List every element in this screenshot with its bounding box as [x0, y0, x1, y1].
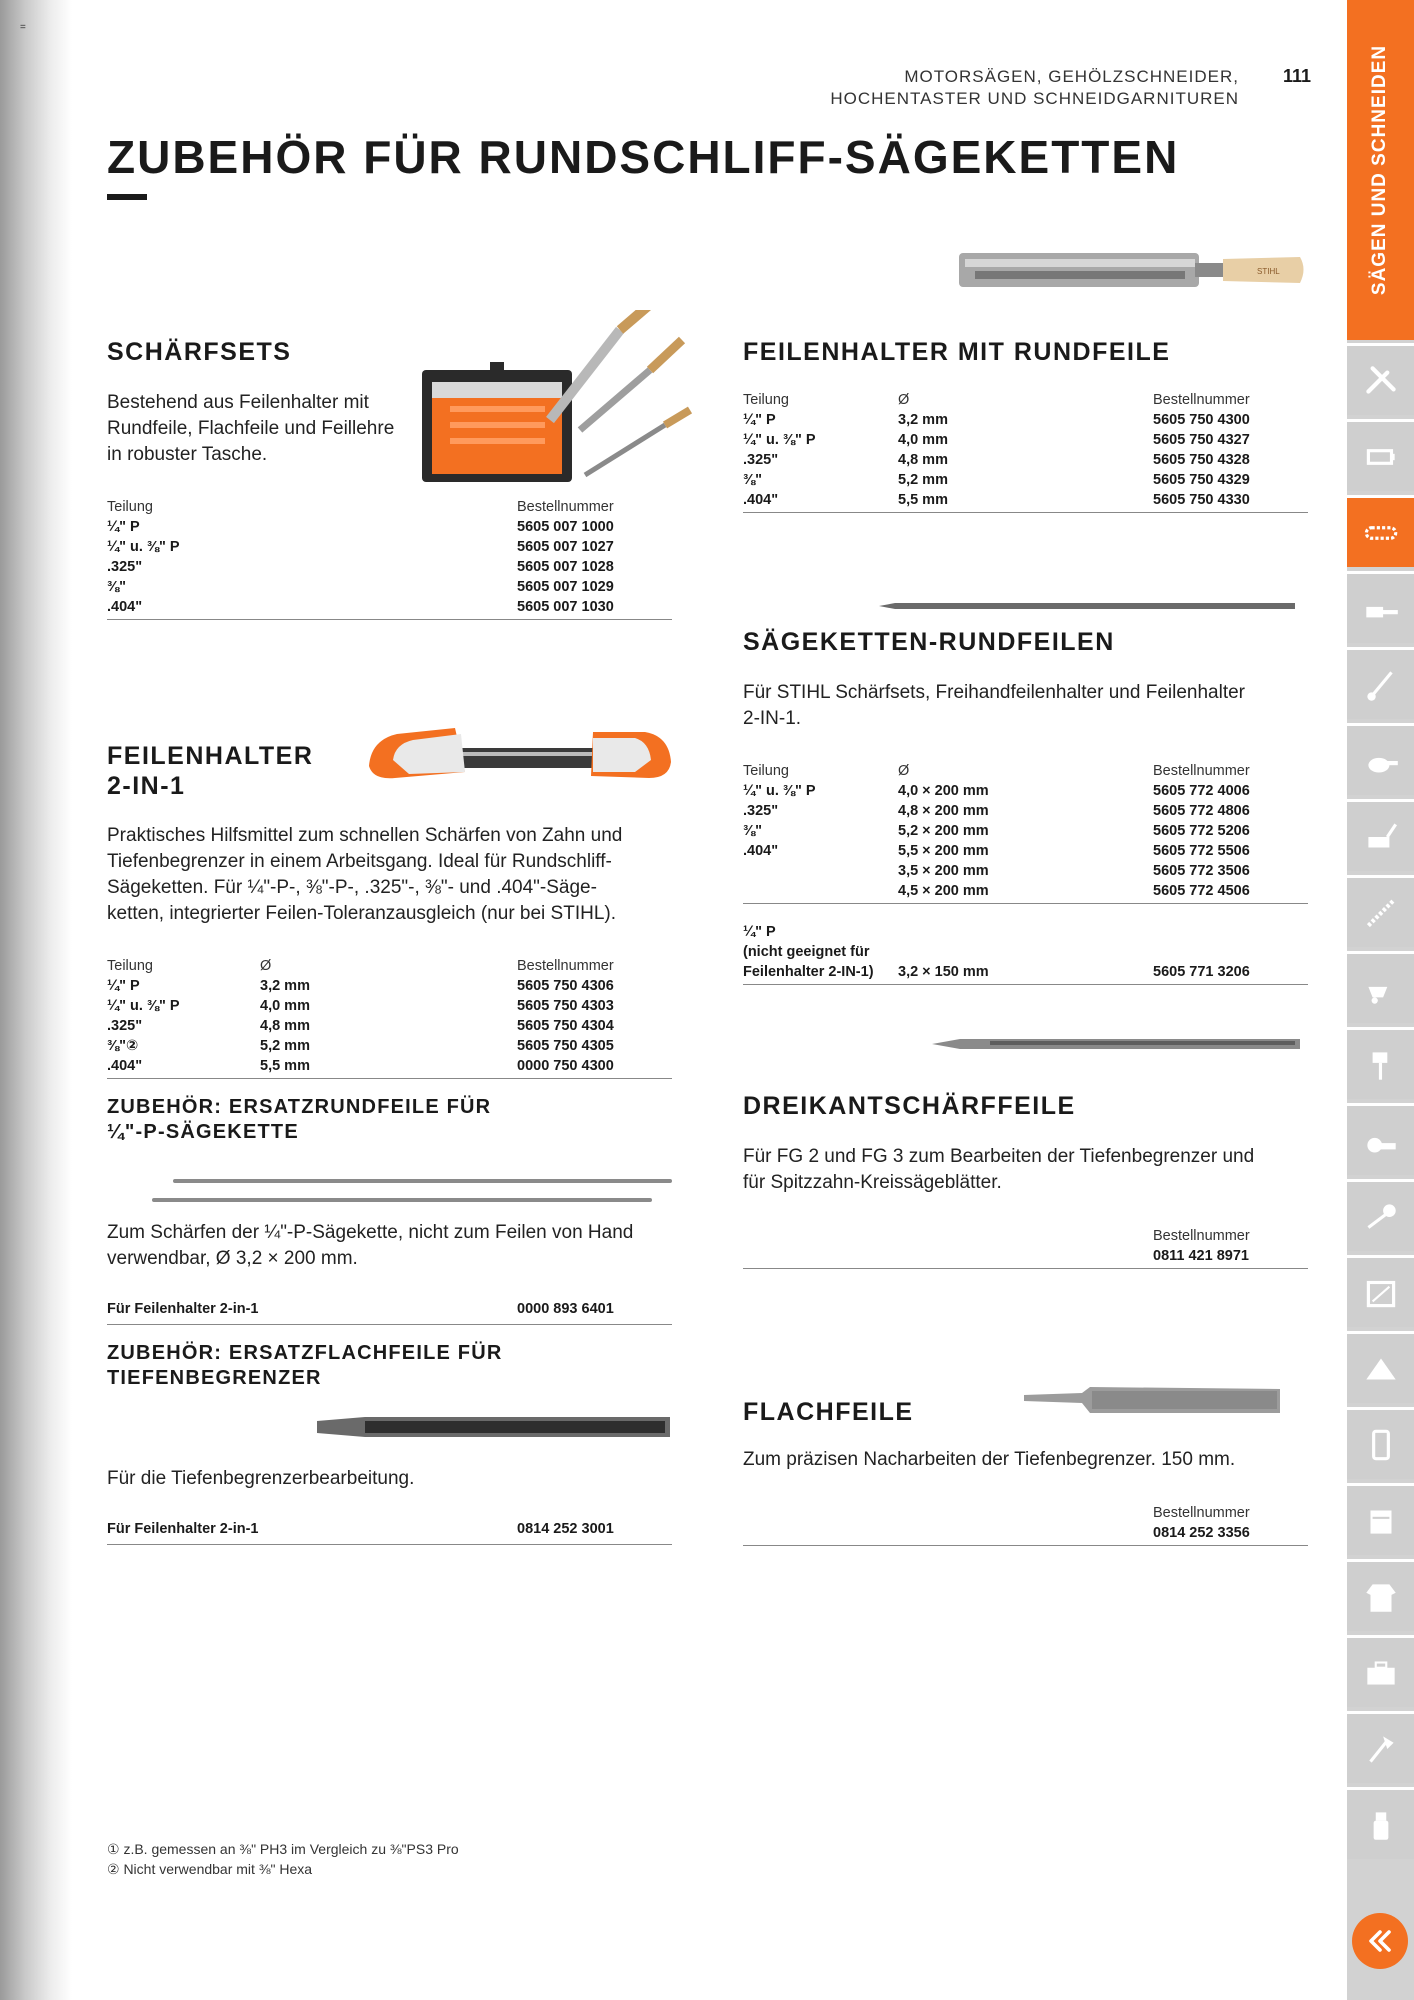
feilenhalter-2in1-description — [107, 823, 622, 927]
section-label-text: SÄGEN UND SCHNEIDEN — [1369, 44, 1391, 296]
cutoff-machine-icon[interactable] — [1347, 1103, 1414, 1175]
table-row — [743, 781, 1308, 801]
table-row — [107, 1036, 672, 1056]
title-underline — [107, 194, 147, 200]
teilung-cell: ¼" u. ⅜" P — [743, 783, 816, 799]
bestell-cell: 5605 772 3506 — [1153, 863, 1250, 879]
table-row — [107, 557, 672, 577]
table-header-row — [107, 497, 672, 517]
file-holder-round-file-image — [955, 245, 1310, 295]
teilung-cell: .404" — [107, 599, 143, 615]
durchmesser-cell: 3,5 × 200 mm — [898, 863, 989, 879]
teilung-cell: ⅜" — [743, 472, 762, 488]
brushcutter-icon[interactable] — [1347, 647, 1414, 719]
teilung-cell: .325" — [107, 1018, 143, 1034]
table-header-row — [107, 956, 672, 976]
title-line: ZUBEHÖR: ERSATZFLACHFEILE FÜR — [107, 1342, 503, 1364]
teilung-cell: .404" — [107, 1058, 143, 1074]
desc-line: Zum Schärfen der ¼"-P-Sägekette, nicht zum Feilen von Hand — [107, 1222, 634, 1243]
table-row — [743, 450, 1308, 470]
durchmesser-cell: 4,0 mm — [260, 998, 310, 1014]
header-category-line1: MOTORSÄGEN, GEHÖLZSCHNEIDER, — [904, 67, 1239, 86]
ersatzrundfeile-description — [107, 1220, 633, 1272]
desc-line: in robuster Tasche. — [107, 444, 268, 465]
robot-mower-icon[interactable] — [1347, 1331, 1414, 1403]
durchmesser-cell: 5,5 × 200 mm — [898, 843, 989, 859]
flachfeile-table — [743, 1503, 1308, 1546]
dreikant-table — [743, 1226, 1308, 1269]
rundfeilen-description — [743, 680, 1245, 732]
desc-line: für Spitzzahn-Kreissägeblätter. — [743, 1172, 1002, 1193]
col-durchmesser: Ø — [260, 958, 272, 974]
lawnmower-icon[interactable] — [1347, 799, 1414, 871]
col-bestell: Bestellnummer — [1153, 1505, 1250, 1521]
teilung-cell: .404" — [743, 843, 779, 859]
bestell-cell: 0000 893 6401 — [517, 1301, 614, 1317]
table-row — [743, 841, 1308, 861]
durchmesser-cell: 4,5 × 200 mm — [898, 883, 989, 899]
col-teilung: Teilung — [107, 499, 153, 515]
bestell-cell: 5605 750 4303 — [517, 998, 614, 1014]
bestell-cell: 5605 750 4300 — [1153, 412, 1250, 428]
schaerfsets-table — [107, 497, 672, 620]
rundfeilen-extra-table — [743, 922, 1308, 985]
table-row — [743, 801, 1308, 821]
pressure-washer-icon[interactable] — [1347, 1179, 1414, 1251]
page-title: ZUBEHÖR FÜR RUNDSCHLIFF-SÄGEKETTEN — [107, 131, 1180, 183]
bestell-cell: 5605 007 1028 — [517, 559, 614, 575]
durchmesser-cell: 5,2 mm — [260, 1038, 310, 1054]
desc-line: 2-IN-1. — [743, 708, 802, 729]
title-line: ¼"-P-SÄGEKETTE — [107, 1121, 299, 1143]
bestell-cell: 0814 252 3356 — [1153, 1525, 1250, 1541]
bestell-cell: 5605 772 4006 — [1153, 783, 1250, 799]
col-bestell: Bestellnummer — [517, 499, 614, 515]
durchmesser-cell: 4,8 × 200 mm — [898, 803, 989, 819]
table-header-row — [743, 390, 1308, 410]
toolbox-icon[interactable] — [1347, 1635, 1414, 1707]
spine-mark: = — [20, 22, 26, 33]
bestell-cell: 5605 007 1000 — [517, 519, 614, 535]
flachfeile-title: FLACHFEILE — [743, 1398, 914, 1426]
desc-line: Für FG 2 und FG 3 zum Bearbeiten der Tiefenbegrenzer und — [743, 1146, 1255, 1167]
ersatzrundfeile-order-row — [107, 1301, 672, 1325]
label-cell: Für Feilenhalter 2-in-1 — [107, 1521, 259, 1537]
bestell-cell: 5605 750 4304 — [517, 1018, 614, 1034]
bestell-cell: 0000 750 4300 — [517, 1058, 614, 1074]
desc-line: Sägeketten. Für ¼"-P-, ⅜"-P-, .325"-, ⅜"- und .404"-Säge- — [107, 877, 597, 898]
durchmesser-cell: 4,0 × 200 mm — [898, 783, 989, 799]
spray-bottle-icon[interactable] — [1347, 1787, 1414, 1859]
desc-line: Für STIHL Schärfsets, Freihandfeilenhalter und Feilenhalter — [743, 682, 1245, 703]
wheelbarrow-icon[interactable] — [1347, 951, 1414, 1023]
table-row — [743, 861, 1308, 881]
ersatzflachfeile-description: Für die Tiefenbegrenzerbearbeitung. — [107, 1468, 415, 1489]
teilung-cell: ¼" u. ⅜" P — [107, 539, 180, 555]
durchmesser-cell: 5,2 × 200 mm — [898, 823, 989, 839]
table-row — [743, 1246, 1308, 1266]
col-bestell: Bestellnummer — [517, 958, 614, 974]
desc-line: Bestehend aus Feilenhalter mit — [107, 392, 369, 413]
durchmesser-cell: 5,5 mm — [898, 492, 948, 508]
bestell-cell: 0811 421 8971 — [1153, 1248, 1249, 1264]
durchmesser-cell: 5,5 mm — [260, 1058, 310, 1074]
table-row — [743, 1523, 1308, 1543]
desc-line: verwendbar, Ø 3,2 × 200 mm. — [107, 1248, 358, 1269]
table-header-row — [743, 761, 1308, 781]
col-teilung: Teilung — [743, 763, 789, 779]
desc-line: Praktisches Hilfsmittel zum schnellen Schärfen von Zahn und — [107, 825, 623, 846]
title-line: ZUBEHÖR: ERSATZRUNDFEILE FÜR — [107, 1096, 492, 1118]
footnote-1: ① z.B. gemessen an ⅜" PH3 im Vergleich zu ⅜"PS3 Pro — [107, 1841, 459, 1857]
teilung-cell: .325" — [743, 803, 779, 819]
feilenhalter-rundfeile-title: FEILENHALTER MIT RUNDFEILE — [743, 338, 1171, 366]
col-bestell: Bestellnummer — [1153, 763, 1250, 779]
tools-icon[interactable] — [1347, 343, 1414, 415]
phone-icon[interactable] — [1347, 1407, 1414, 1479]
table-row — [743, 922, 1308, 942]
jacket-icon[interactable] — [1347, 1559, 1414, 1631]
teilung-cell: .325" — [743, 452, 779, 468]
bestell-cell: 5605 772 4506 — [1153, 883, 1250, 899]
teilung-cell: ⅜" — [107, 579, 126, 595]
table-row — [107, 1056, 672, 1076]
bestell-cell: 5605 007 1027 — [517, 539, 614, 555]
col-bestell: Bestellnummer — [1153, 1228, 1250, 1244]
table-row — [743, 942, 1308, 962]
durchmesser-cell: 3,2 mm — [260, 978, 310, 994]
ersatzrundfeile-title — [107, 1095, 491, 1145]
bestell-cell: 5605 772 4806 — [1153, 803, 1250, 819]
teilung-cell: ¼" u. ⅜" P — [743, 432, 816, 448]
desc-line: Tiefenbegrenzer in einem Arbeitsgang. Ideal für Rundschliff- — [107, 851, 612, 872]
table-header-row — [743, 1503, 1308, 1523]
table-row — [107, 537, 672, 557]
earth-auger-icon[interactable] — [1347, 1027, 1414, 1099]
schaerfsets-description — [107, 390, 394, 468]
bestell-cell: 0814 252 3001 — [517, 1521, 614, 1537]
teilung-cell: ¼" P — [107, 519, 140, 535]
rundfeilen-title: SÄGEKETTEN-RUNDFEILEN — [743, 628, 1115, 656]
bestell-cell: 5605 750 4327 — [1153, 432, 1250, 448]
durchmesser-cell: 4,0 mm — [898, 432, 948, 448]
page-number: 111 — [1283, 66, 1312, 86]
footnotes — [107, 1839, 459, 1879]
col-bestell: Bestellnummer — [1153, 392, 1250, 408]
note-cell: (nicht geeignet für — [743, 944, 870, 960]
durchmesser-cell: 3,2 mm — [898, 412, 948, 428]
table-row — [743, 881, 1308, 901]
table-header-row — [743, 1226, 1308, 1246]
bestell-cell: 5605 007 1029 — [517, 579, 614, 595]
col-teilung: Teilung — [743, 392, 789, 408]
col-teilung: Teilung — [107, 958, 153, 974]
col-durchmesser: Ø — [898, 763, 910, 779]
storage-icon[interactable] — [1347, 1483, 1414, 1555]
bestell-cell: 5605 772 5206 — [1153, 823, 1250, 839]
back-button[interactable] — [1352, 1913, 1408, 1969]
rundfeilen-table — [743, 761, 1308, 904]
blower-icon[interactable] — [1347, 723, 1414, 795]
desc-line: Rundfeile, Flachfeile und Feillehre — [107, 418, 395, 439]
bestell-cell: 5605 772 5506 — [1153, 843, 1250, 859]
bestell-cell: 5605 750 4306 — [517, 978, 614, 994]
durchmesser-cell: 5,2 mm — [898, 472, 948, 488]
stihl-brand-mark: STIHL — [1257, 267, 1280, 276]
page-spine — [0, 0, 72, 2000]
col-durchmesser: Ø — [898, 392, 910, 408]
double-chevron-left-icon — [1362, 1923, 1398, 1959]
ersatzflachfeile-title — [107, 1341, 503, 1391]
note-cell: Feilenhalter 2-IN-1) — [743, 964, 874, 980]
teilung-cell: ⅜" — [743, 823, 762, 839]
teilung-cell: ¼" P — [743, 924, 776, 940]
feilenhalter-rundfeile-table — [743, 390, 1308, 513]
bestell-cell: 5605 750 4328 — [1153, 452, 1250, 468]
table-row — [743, 962, 1308, 982]
ersatzflachfeile-order-row — [107, 1521, 672, 1545]
teilung-cell: .404" — [743, 492, 779, 508]
table-row — [107, 517, 672, 537]
flat-file-small-image — [1022, 1385, 1282, 1415]
footnote-2: ② Nicht verwendbar mit ⅜" Hexa — [107, 1861, 313, 1877]
saw-chain-icon[interactable] — [1347, 495, 1414, 567]
table-row — [107, 1016, 672, 1036]
axe-icon[interactable] — [1347, 1711, 1414, 1783]
teilung-cell: ¼" u. ⅜" P — [107, 998, 180, 1014]
header-category-line2: HOCHENTASTER UND SCHNEIDGARNITUREN — [830, 89, 1239, 108]
durchmesser-cell: 3,2 × 150 mm — [898, 964, 989, 980]
section-label — [1347, 0, 1414, 340]
table-row — [107, 577, 672, 597]
feilenhalter-2in1-table — [107, 956, 672, 1079]
title-line: FEILENHALTER — [107, 742, 314, 770]
durchmesser-cell: 4,8 mm — [898, 452, 948, 468]
bestell-cell: 5605 750 4329 — [1153, 472, 1250, 488]
file-holder-2in1-image — [365, 722, 675, 792]
table-row — [107, 597, 672, 617]
dreikant-title: DREIKANTSCHÄRFFEILE — [743, 1092, 1076, 1120]
table-row — [743, 821, 1308, 841]
title-line: TIEFENBEGRENZER — [107, 1367, 322, 1389]
flat-file-image — [315, 1413, 675, 1441]
header-category — [830, 66, 1239, 110]
category-sidebar — [1347, 0, 1414, 2000]
table-row — [743, 430, 1308, 450]
triangle-file-image — [930, 1034, 1305, 1054]
label-cell: Für Feilenhalter 2-in-1 — [107, 1301, 259, 1317]
desc-line: ketten, integrierter Feilen-Toleranzausgleich (nur bei STIHL). — [107, 903, 617, 924]
sharpening-set-image — [420, 310, 710, 490]
teilung-cell: .325" — [107, 559, 143, 575]
bestell-cell: 5605 007 1030 — [517, 599, 614, 615]
table-row — [107, 976, 672, 996]
chain-round-file-image — [875, 598, 1300, 614]
shredder-icon[interactable] — [1347, 1255, 1414, 1327]
bestell-cell: 5605 771 3206 — [1153, 964, 1250, 980]
battery-icon[interactable] — [1347, 419, 1414, 491]
table-row — [107, 996, 672, 1016]
hedge-trimmer-icon[interactable] — [1347, 875, 1414, 947]
schaerfsets-title: SCHÄRFSETS — [107, 338, 292, 366]
chainsaw-icon[interactable] — [1347, 571, 1414, 643]
flachfeile-description: Zum präzisen Nacharbeiten der Tiefenbegrenzer. 150 mm. — [743, 1449, 1236, 1470]
bestell-cell: 5605 750 4305 — [517, 1038, 614, 1054]
table-row — [743, 470, 1308, 490]
bestell-cell: 5605 750 4330 — [1153, 492, 1250, 508]
dreikant-description — [743, 1144, 1254, 1196]
teilung-cell: ⅜"② — [107, 1038, 139, 1054]
round-file-image — [150, 1175, 675, 1205]
table-row — [743, 410, 1308, 430]
table-row — [743, 490, 1308, 510]
title-line: 2-IN-1 — [107, 772, 186, 800]
teilung-cell: ¼" P — [743, 412, 776, 428]
durchmesser-cell: 4,8 mm — [260, 1018, 310, 1034]
feilenhalter-2in1-title — [107, 741, 313, 801]
teilung-cell: ¼" P — [107, 978, 140, 994]
